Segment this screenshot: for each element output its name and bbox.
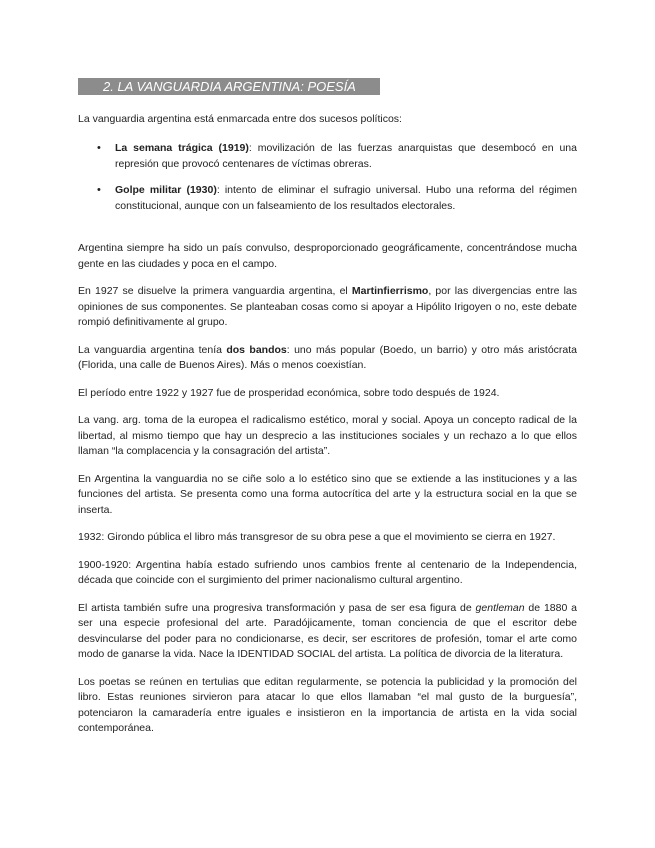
paragraph-text: En 1927 se disuelve la primera vanguardia argentina, el <box>78 285 352 297</box>
section-heading-text: 2. LA VANGUARDIA ARGENTINA: POESÍA <box>103 79 356 94</box>
intro-paragraph: La vanguardia argentina está enmarcada entre dos sucesos políticos: <box>78 113 402 125</box>
event-description: : movilización de las fuerzas anarquistas que desembocó en una represión que provocó centenares de víctimas obreras. <box>115 142 577 170</box>
list-item-text <box>115 184 577 212</box>
paragraph-text: de 1880 a ser una especie profesional del arte. Paradójicamente, toman conciencia de que el escritor debe desvincularse del poder para no condicionarse, es decir, ser escritores de profesión, tomar el arte como modo de ganarse la vida. Nace la IDENTIDAD SOCIAL del artista. La política de divorcia de la literatura. <box>78 601 577 660</box>
bullet-icon: • <box>97 184 101 196</box>
paragraph-text: El artista también sufre una progresiva transformación y pasa de ser esa figura de <box>78 601 476 614</box>
paragraph-artist-identity <box>78 601 577 663</box>
paragraph-text: , por las divergencias entre las opiniones de sus componentes. Se planteaban cosas como si apoyar a Hipólito Irigoyen o no, este debate rompió definitivamente al grupo. <box>78 285 577 328</box>
political-events-list <box>78 141 577 214</box>
paragraph-geography: Argentina siempre ha sido un país convulso, desproporcionado geográficamente, concentrándose mucha gente en las ciudades y poca en el campo. <box>78 242 577 270</box>
event-term: Golpe militar (1930) <box>115 184 217 196</box>
event-description: : intento de eliminar el sufragio universal. Hubo una reforma del régimen constitucional, aunque con un falseamiento de los resultados electorales. <box>115 184 577 212</box>
highlighted-term: Martinfierrismo <box>351 285 429 297</box>
highlighted-term: dos bandos <box>226 343 287 356</box>
paragraph-martinfierrismo <box>78 284 577 331</box>
paragraph-text: La vanguardia argentina tenía <box>78 343 227 356</box>
paragraph-radicalism: La vang. arg. toma de la europea el radicalismo estético, moral y social. Apoya un concepto radical de la libertad, al mismo tiempo que hay un desprecio a las instituciones sociales y un rechazo a lo que ellos llaman “la complacencia y la consagración del artista”. <box>78 414 577 457</box>
section-heading <box>78 78 380 95</box>
paragraph-text: : uno más popular (Boedo, un barrio) y otro más aristócrata (Florida, una calle de Buenos Aires). Más o menos coexistían. <box>78 343 578 371</box>
emphasized-term: gentleman <box>475 601 525 614</box>
bullet-icon: • <box>97 142 101 154</box>
paragraph-girondo: 1932: Girondo pública el libro más transgresor de su obra pese a que el movimiento se cierra en 1927. <box>78 531 556 543</box>
paragraph-two-factions <box>78 343 577 374</box>
list-item-text <box>115 142 577 170</box>
paragraph-tertulias: Los poetas se reúnen en tertulias que editan regularmente, se potencia la publicidad y la promoción del libro. Estas reuniones sirvieron para atacar lo que ellos llamaban “el mal gusto de la burguesía”, potenciaron la camaradería entre iguales e insistieron en la importancia de artista en la vida social contemporánea. <box>78 675 577 734</box>
paragraph-nationalism: 1900-1920: Argentina había estado sufriendo unos cambios frente al centenario de la Independencia, década que coincide con el surgimiento del primer nacionalismo cultural argentino. <box>78 558 577 586</box>
document-body <box>78 78 577 737</box>
paragraph-institutions: En Argentina la vanguardia no se ciñe solo a lo estético sino que se extiende a las instituciones y a las funciones del artista. Se presenta como una forma autocrítica del arte y la estructura social en la que se inserta. <box>78 472 577 516</box>
list-item <box>78 183 577 214</box>
paragraph-prosperity: El período entre 1922 y 1927 fue de prosperidad económica, sobre todo después de 1924. <box>78 386 500 399</box>
event-term: La semana trágica (1919) <box>115 142 249 154</box>
list-item <box>78 141 577 172</box>
